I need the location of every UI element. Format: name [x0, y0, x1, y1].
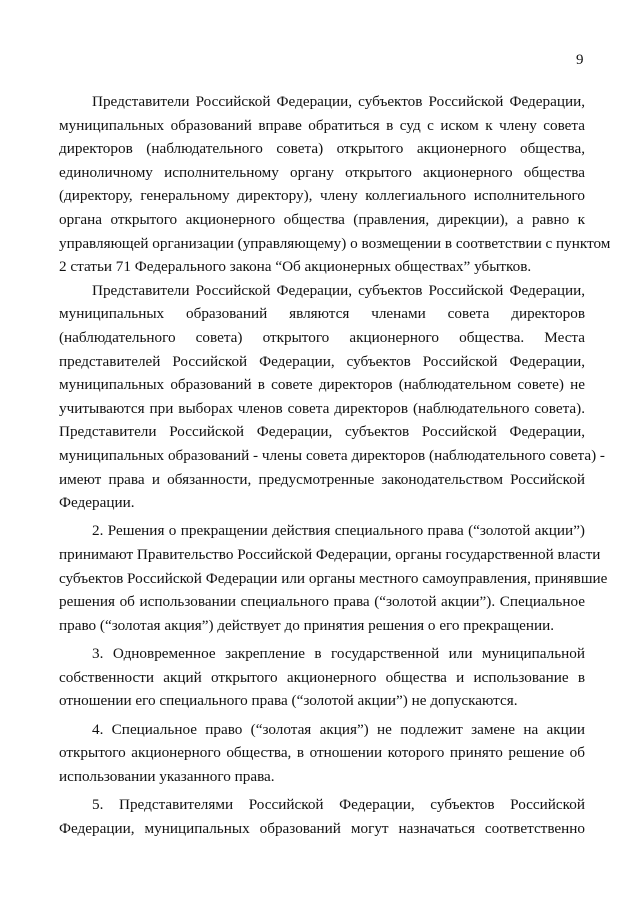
paragraph-court-claim [59, 90, 611, 279]
text-line: открытого акционерного общества, в отношении которого принято решение об [59, 744, 585, 762]
text-line: единоличному исполнительному органу открытого акционерного общества [59, 163, 585, 181]
text-line: собственности акций открытого акционерного общества и использование в [59, 668, 585, 686]
text-line: Представители Российской Федерации, субъектов Российской Федерации, [92, 281, 585, 299]
text-line: использовании указанного права. [59, 768, 275, 786]
paragraph-5 [59, 793, 585, 840]
text-line: 2. Решения о прекращении действия специального права (“золотой акции”) [92, 522, 585, 540]
text-line: решения об использовании специального права (“золотой акции”). Специальное [59, 593, 585, 611]
text-line: муниципальных образований в совете директоров (наблюдательном совете) не [59, 376, 585, 394]
paragraph-3 [59, 642, 585, 713]
text-line: принимают Правительство Российской Федерации, органы государственной власти [59, 546, 601, 564]
text-line: 3. Одновременное закрепление в государственной или муниципальной [92, 645, 585, 663]
text-line: 2 статьи 71 Федерального закона “Об акционерных обществах” убытков. [59, 258, 532, 276]
text-line: муниципальных образований вправе обратиться в суд с иском к члену совета [59, 116, 585, 134]
text-line: отношении его специального права (“золотой акции”) не допускаются. [59, 692, 518, 710]
text-line: (директору, генеральному директору), члену коллегиального исполнительного [59, 187, 585, 205]
text-line: органа открытого акционерного общества (правления, дирекции), а равно к [59, 210, 585, 228]
text-line: представителей Российской Федерации, субъектов Российской Федерации, [59, 352, 585, 370]
text-line: субъектов Российской Федерации или органы местного самоуправления, принявшие [59, 569, 608, 587]
text-line: право (“золотая акция”) действует до принятия решения о его прекращении. [59, 616, 555, 634]
text-line: управляющей организации (управляющему) о возмещении в соответствии с пунктом [59, 234, 611, 252]
text-line: Представители Российской Федерации, субъектов Российской Федерации, [59, 423, 585, 441]
text-line: Представители Российской Федерации, субъектов Российской Федерации, [92, 93, 585, 110]
document-body [59, 90, 611, 841]
text-line: (наблюдательного совета) открытого акционерного общества. Места [59, 328, 585, 346]
text-line: Федерации. [59, 494, 135, 512]
text-line: 5. Представителями Российской Федерации, субъектов Российской [92, 796, 585, 814]
text-line: имеют права и обязанности, предусмотренные законодательством Российской [59, 470, 585, 488]
text-line: директоров (наблюдательного совета) открытого акционерного общества, [59, 140, 585, 158]
paragraph-2 [59, 519, 608, 637]
text-line: 4. Специальное право (“золотая акция”) не подлежит замене на акции [92, 720, 585, 738]
text-line: Федерации, муниципальных образований могут назначаться соответственно [59, 820, 585, 837]
text-line: учитываются при выборах членов совета директоров (наблюдательного совета). [59, 399, 585, 417]
page-number: 9 [576, 52, 584, 68]
paragraph-4 [59, 718, 585, 789]
paragraph-board-members [59, 279, 605, 515]
text-line: муниципальных образований - члены совета директоров (наблюдательного совета) - [59, 446, 605, 464]
text-line: муниципальных образований являются членами совета директоров [59, 305, 585, 323]
